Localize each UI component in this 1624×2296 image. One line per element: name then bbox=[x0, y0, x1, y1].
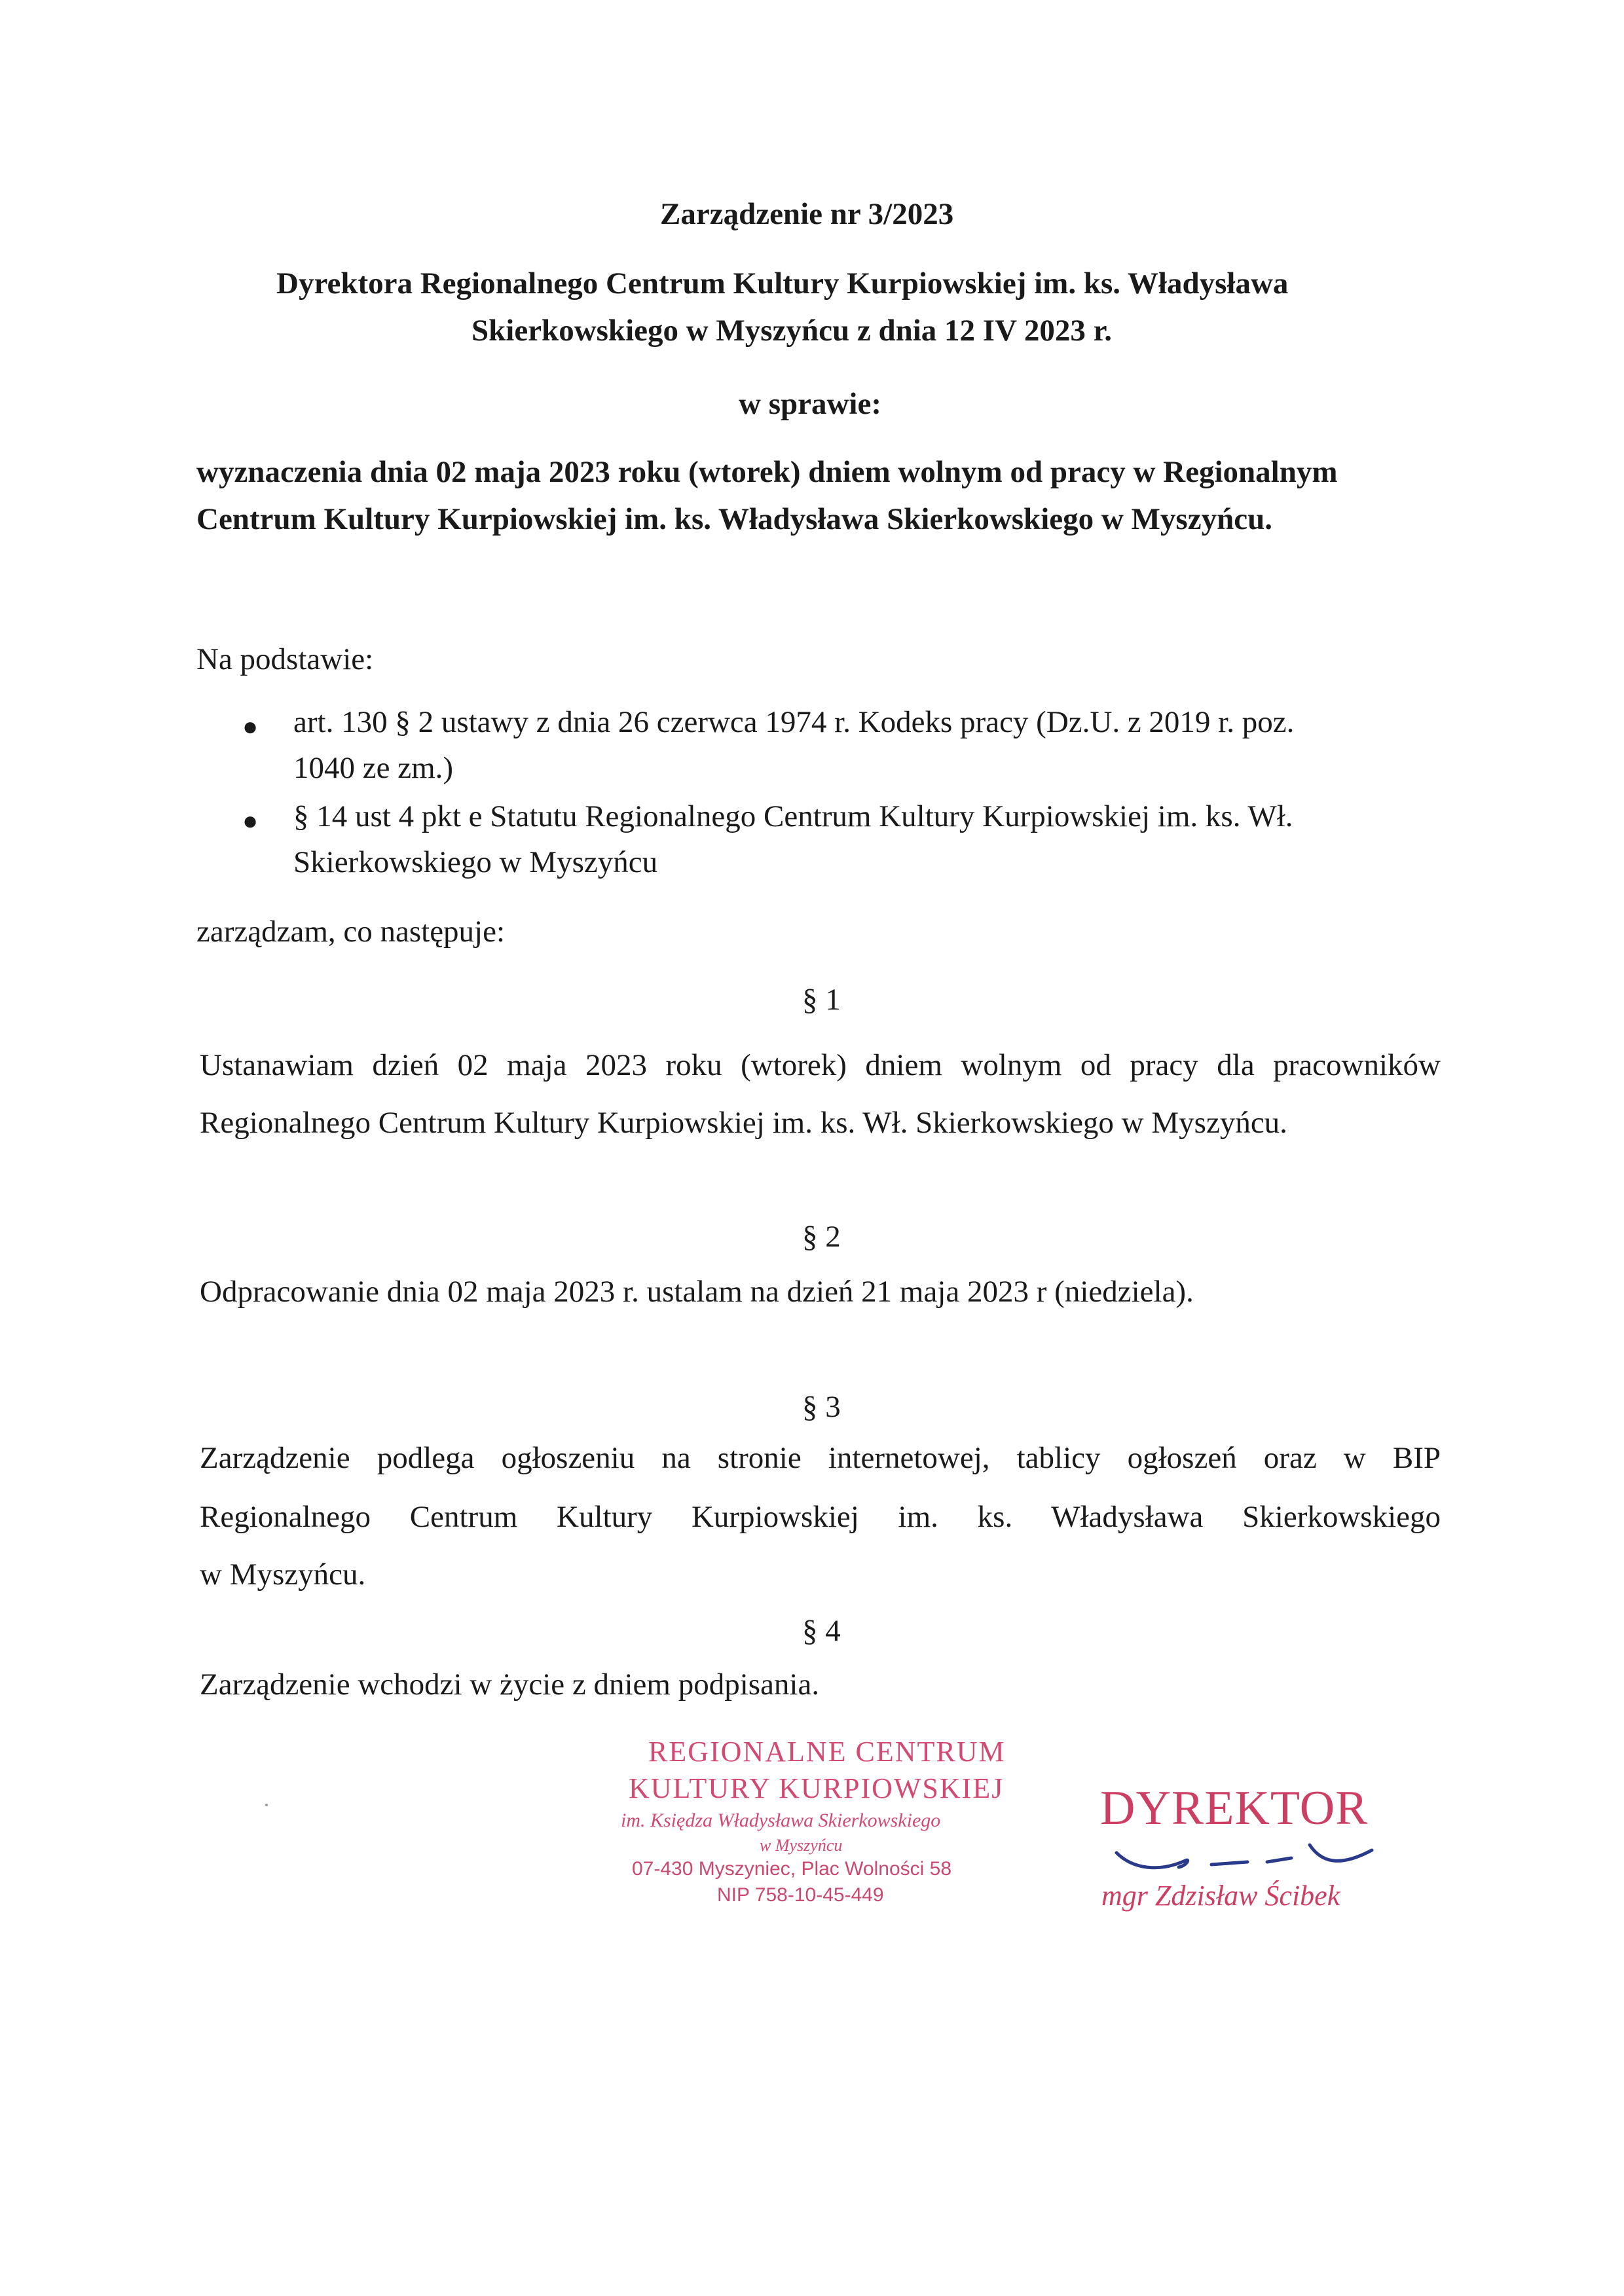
section-1-line-1: Ustanawiam dzień 02 maja 2023 roku (wtorek) dniem wolnym od pracy dla pracowników bbox=[200, 1048, 1441, 1082]
subject-line-1: wyznaczenia dnia 02 maja 2023 roku (wtorek) dniem wolnym od pracy w Regionalnym bbox=[196, 455, 1338, 489]
director-title: DYREKTOR bbox=[1100, 1781, 1369, 1835]
decree-intro: zarządzam, co następuje: bbox=[196, 915, 506, 949]
section-3-line-2: Regionalnego Centrum Kultury Kurpiowskiej im. ks. Władysława Skierkowskiego bbox=[200, 1500, 1441, 1534]
section-2-line-1: Odpracowanie dnia 02 maja 2023 r. ustalam na dzień 21 maja 2023 r (niedziela). bbox=[200, 1275, 1194, 1309]
stamp-line-3: im. Księdza Władysława Skierkowskiego bbox=[621, 1810, 941, 1831]
basis-item-2-line-2: Skierkowskiego w Myszyńcu bbox=[293, 845, 658, 879]
document-title: Zarządzenie nr 3/2023 bbox=[660, 197, 954, 231]
stamp-line-5: 07-430 Myszyniec, Plac Wolności 58 bbox=[632, 1858, 951, 1880]
section-2-mark: § 2 bbox=[802, 1220, 841, 1254]
institution-stamp bbox=[602, 1735, 1061, 1931]
bullet-icon: ● bbox=[242, 712, 259, 741]
basis-label: Na podstawie: bbox=[196, 642, 374, 676]
header-line-1: Dyrektora Regionalnego Centrum Kultury Kurpiowskiej im. ks. Władysława bbox=[276, 266, 1289, 301]
basis-item-2-line-1: § 14 ust 4 pkt e Statutu Regionalnego Centrum Kultury Kurpiowskiej im. ks. Wł. bbox=[293, 799, 1293, 833]
stamp-line-2: KULTURY KURPIOWSKIEJ bbox=[629, 1772, 1005, 1804]
section-1-line-2: Regionalnego Centrum Kultury Kurpiowskiej im. ks. Wł. Skierkowskiego w Myszyńcu. bbox=[200, 1106, 1287, 1140]
bullet-icon: ● bbox=[242, 806, 259, 835]
basis-item-1-line-2: 1040 ze zm.) bbox=[293, 751, 454, 785]
stamp-line-1: REGIONALNE CENTRUM bbox=[648, 1736, 1006, 1768]
section-3-mark: § 3 bbox=[802, 1390, 841, 1424]
stamp-line-4: w Myszyńcu bbox=[760, 1836, 843, 1855]
stamp-line-6: NIP 758-10-45-449 bbox=[717, 1884, 884, 1906]
in-matter-label: w sprawie: bbox=[739, 387, 881, 421]
scan-speck bbox=[265, 1804, 268, 1806]
header-line-2: Skierkowskiego w Myszyńcu z dnia 12 IV 2023 r. bbox=[471, 314, 1112, 348]
section-4-line-1: Zarządzenie wchodzi w życie z dniem podpisania. bbox=[200, 1667, 820, 1702]
director-signature-stamp bbox=[1087, 1781, 1428, 1925]
section-3-line-3: w Myszyńcu. bbox=[200, 1558, 366, 1592]
handwritten-signature-icon bbox=[1113, 1833, 1388, 1886]
subject-line-2: Centrum Kultury Kurpiowskiej im. ks. Władysława Skierkowskiego w Myszyńcu. bbox=[196, 502, 1272, 536]
basis-item-1-line-1: art. 130 § 2 ustawy z dnia 26 czerwca 1974 r. Kodeks pracy (Dz.U. z 2019 r. poz. bbox=[293, 705, 1295, 739]
director-name: mgr Zdzisław Ścibek bbox=[1101, 1880, 1340, 1912]
section-4-mark: § 4 bbox=[802, 1614, 841, 1648]
section-3-line-1: Zarządzenie podlega ogłoszeniu na stronie internetowej, tablicy ogłoszeń oraz w BIP bbox=[200, 1441, 1441, 1475]
section-1-mark: § 1 bbox=[802, 983, 841, 1017]
